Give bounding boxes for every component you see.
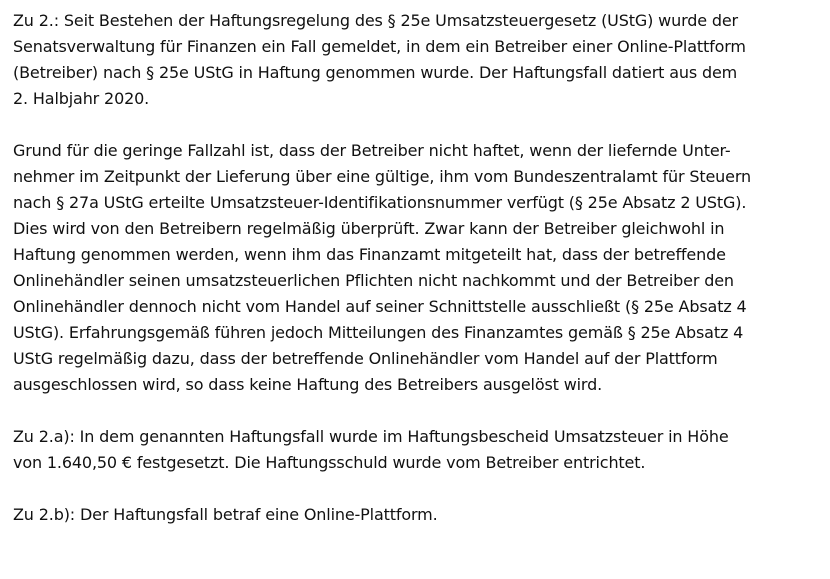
text-line: Senatsverwaltung für Finanzen ein Fall gemeldet, in dem ein Betreiber einer Online-Plattform: [13, 37, 746, 56]
text-line: von 1.640,50 € festgesetzt. Die Haftungsschuld wurde vom Betreiber entrichtet.: [13, 453, 646, 472]
text-line: Zu 2.a): In dem genannten Haftungsfall wurde im Haftungsbescheid Umsatzsteuer in Höhe: [13, 427, 729, 446]
text-line: nehmer im Zeitpunkt der Lieferung über eine gültige, ihm vom Bundeszentralamt für Steuern: [13, 167, 751, 186]
paragraph-zu-2: [13, 8, 820, 112]
text-line: ausgeschlossen wird, so dass keine Haftung des Betreibers ausgelöst wird.: [13, 375, 603, 394]
paragraph-zu-2a: [13, 424, 820, 476]
text-line: (Betreiber) nach § 25e UStG in Haftung genommen wurde. Der Haftungsfall datiert aus dem: [13, 63, 738, 82]
text-line: Zu 2.b): Der Haftungsfall betraf eine Online-Plattform.: [13, 505, 438, 524]
text-line: UStG). Erfahrungsgemäß führen jedoch Mitteilungen des Finanzamtes gemäß § 25e Absatz 4: [13, 323, 744, 342]
text-line: Dies wird von den Betreibern regelmäßig überprüft. Zwar kann der Betreiber gleichwohl in: [13, 219, 725, 238]
paragraph-zu-2b: [13, 502, 820, 528]
paragraph-reason: [13, 138, 820, 398]
text-line: Zu 2.: Seit Bestehen der Haftungsregelung des § 25e Umsatzsteuergesetz (UStG) wurde der: [13, 11, 738, 30]
text-line: nach § 27a UStG erteilte Umsatzsteuer-Identifikationsnummer verfügt (§ 25e Absatz 2 UStG).: [13, 193, 747, 212]
text-line: 2. Halbjahr 2020.: [13, 89, 150, 108]
text-line: Haftung genommen werden, wenn ihm das Finanzamt mitgeteilt hat, dass der betreffende: [13, 245, 726, 264]
text-line: Onlinehändler seinen umsatzsteuerlichen Pflichten nicht nachkommt und der Betreiber den: [13, 271, 734, 290]
text-line: Onlinehändler dennoch nicht vom Handel auf seiner Schnittstelle ausschließt (§ 25e Absatz 4: [13, 297, 747, 316]
text-line: Grund für die geringe Fallzahl ist, dass der Betreiber nicht haftet, wenn der liefernde Unter-: [13, 141, 731, 160]
text-line: UStG regelmäßig dazu, dass der betreffende Onlinehändler vom Handel auf der Plattform: [13, 349, 718, 368]
